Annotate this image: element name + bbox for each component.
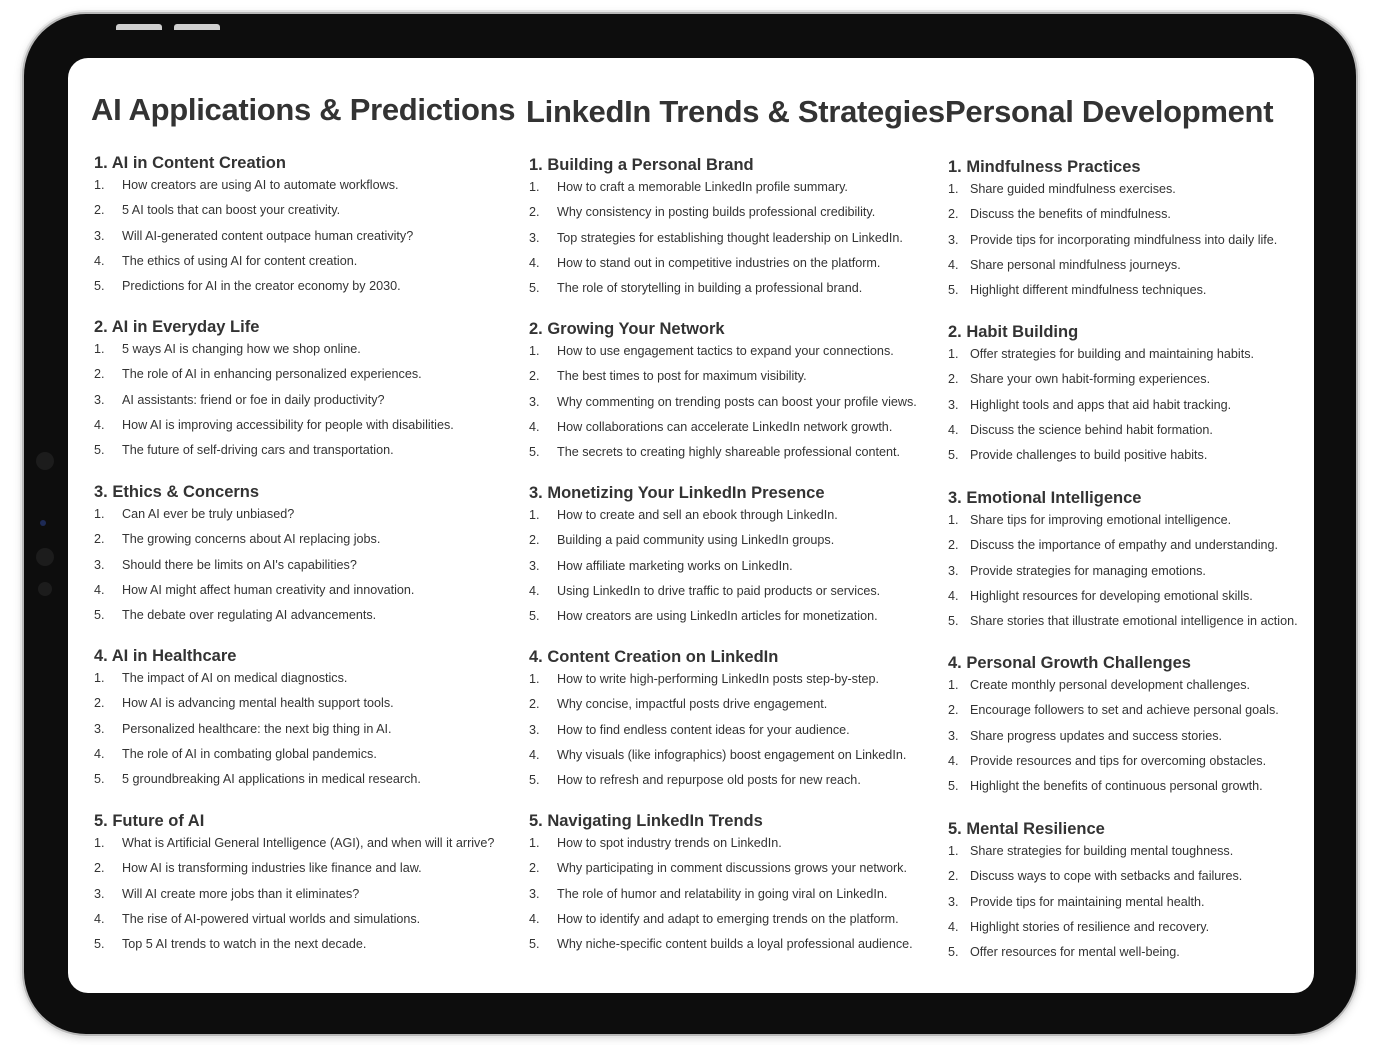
list-item bbox=[529, 339, 917, 364]
list-item bbox=[94, 932, 494, 957]
item-number: 2. bbox=[948, 869, 959, 884]
item-text: Top 5 AI trends to watch in the next decade. bbox=[122, 937, 367, 952]
item-text: AI assistants: friend or foe in daily productivity? bbox=[122, 392, 385, 407]
list-item bbox=[529, 692, 906, 717]
list-item bbox=[529, 276, 903, 301]
item-text: Building a paid community using LinkedIn groups. bbox=[557, 533, 835, 548]
item-text: Share stories that illustrate emotional intelligence in action. bbox=[970, 614, 1298, 629]
item-text: 5 AI tools that can boost your creativity. bbox=[122, 203, 341, 218]
item-number: 4. bbox=[529, 911, 540, 926]
list-item bbox=[94, 691, 421, 716]
item-number: 4. bbox=[94, 582, 105, 597]
item-list bbox=[529, 831, 913, 957]
item-list bbox=[529, 667, 906, 793]
section-heading: 2. Growing Your Network bbox=[529, 320, 725, 338]
item-number: 5. bbox=[529, 445, 540, 460]
list-item bbox=[948, 749, 1279, 774]
list-item bbox=[529, 718, 906, 743]
item-text: Highlight different mindfulness techniques. bbox=[970, 283, 1207, 298]
item-text: How creators are using LinkedIn articles for monetization. bbox=[557, 609, 878, 624]
list-item bbox=[529, 175, 903, 200]
item-number: 5. bbox=[94, 937, 105, 952]
item-number: 1. bbox=[948, 513, 959, 527]
item-number: 5. bbox=[948, 448, 959, 463]
item-list bbox=[948, 673, 1279, 799]
list-item bbox=[948, 253, 1277, 278]
list-item bbox=[948, 508, 1298, 533]
item-number: 2. bbox=[94, 532, 105, 547]
item-number: 1. bbox=[94, 342, 105, 356]
list-item bbox=[529, 579, 880, 604]
item-text: Discuss the importance of empathy and understanding. bbox=[970, 538, 1279, 553]
section bbox=[94, 154, 413, 299]
item-text: How to use engagement tactics to expand your connections. bbox=[557, 344, 894, 358]
item-number: 3. bbox=[94, 557, 105, 572]
item-text: Share your own habit-forming experiences. bbox=[970, 372, 1211, 387]
item-text: Why consistency in posting builds professional credibility. bbox=[557, 205, 876, 220]
section bbox=[948, 323, 1254, 468]
item-number: 1. bbox=[948, 347, 959, 361]
item-number: 3. bbox=[948, 894, 959, 909]
item-number: 1. bbox=[529, 836, 540, 850]
item-text: Provide tips for incorporating mindfulness into daily life. bbox=[970, 232, 1278, 247]
item-number: 5. bbox=[94, 772, 105, 787]
item-list bbox=[94, 831, 494, 957]
item-text: Personalized healthcare: the next big thing in AI. bbox=[122, 721, 392, 736]
item-number: 2. bbox=[94, 367, 105, 382]
section bbox=[529, 156, 903, 301]
list-item bbox=[94, 527, 414, 552]
item-number: 4. bbox=[94, 417, 105, 432]
item-text: How AI is transforming industries like finance and law. bbox=[122, 861, 422, 876]
section-heading: 4. AI in Healthcare bbox=[94, 647, 237, 665]
section-heading: 5. Mental Resilience bbox=[948, 820, 1105, 838]
item-text: The growing concerns about AI replacing jobs. bbox=[122, 532, 381, 547]
item-number: 3. bbox=[948, 563, 959, 578]
item-text: Share strategies for building mental toughness. bbox=[970, 844, 1234, 858]
list-item bbox=[529, 856, 913, 881]
item-number: 1. bbox=[529, 344, 540, 358]
list-item bbox=[94, 274, 413, 299]
item-text: The best times to post for maximum visibility. bbox=[557, 369, 807, 384]
list-item bbox=[94, 413, 454, 438]
item-number: 1. bbox=[948, 678, 959, 692]
item-text: Highlight tools and apps that aid habit tracking. bbox=[970, 397, 1232, 412]
item-number: 3. bbox=[94, 392, 105, 407]
item-text: How to write high-performing LinkedIn posts step-by-step. bbox=[557, 672, 879, 686]
list-item bbox=[94, 907, 494, 932]
document-page bbox=[68, 58, 1314, 993]
list-item bbox=[529, 251, 903, 276]
section-heading: 1. Mindfulness Practices bbox=[948, 158, 1141, 176]
item-text: How to craft a memorable LinkedIn profile summary. bbox=[557, 180, 848, 194]
item-number: 5. bbox=[529, 937, 540, 952]
section bbox=[948, 654, 1279, 799]
item-list bbox=[94, 666, 421, 792]
sensor-dot bbox=[36, 548, 54, 566]
list-item bbox=[948, 774, 1279, 799]
section bbox=[94, 647, 421, 792]
list-item bbox=[94, 831, 494, 856]
item-number: 3. bbox=[529, 394, 540, 409]
list-item bbox=[94, 578, 414, 603]
item-number: 2. bbox=[948, 207, 959, 222]
item-text: Why concise, impactful posts drive engagement. bbox=[557, 697, 828, 712]
item-number: 3. bbox=[948, 728, 959, 743]
item-text: The impact of AI on medical diagnostics. bbox=[122, 671, 348, 685]
list-item bbox=[948, 202, 1277, 227]
sensor-dot bbox=[36, 452, 54, 470]
item-text: Using LinkedIn to drive traffic to paid products or services. bbox=[557, 583, 881, 598]
item-number: 5. bbox=[948, 283, 959, 298]
item-number: 5. bbox=[529, 281, 540, 296]
list-item bbox=[94, 438, 454, 463]
item-text: Provide strategies for managing emotions. bbox=[970, 563, 1206, 578]
item-text: How AI is advancing mental health support tools. bbox=[122, 696, 394, 711]
list-item bbox=[948, 890, 1242, 915]
item-number: 1. bbox=[948, 844, 959, 858]
item-number: 1. bbox=[529, 508, 540, 522]
list-item bbox=[529, 882, 913, 907]
list-item bbox=[94, 502, 414, 527]
item-text: Provide tips for maintaining mental health. bbox=[970, 894, 1205, 909]
list-item bbox=[948, 698, 1279, 723]
item-number: 5. bbox=[529, 773, 540, 788]
section bbox=[529, 320, 917, 465]
list-item bbox=[948, 177, 1277, 202]
item-text: The role of AI in combating global pandemics. bbox=[122, 746, 377, 761]
list-item bbox=[94, 249, 413, 274]
item-number: 2. bbox=[94, 696, 105, 711]
item-text: Discuss the benefits of mindfulness. bbox=[970, 207, 1171, 222]
item-text: Create monthly personal development challenges. bbox=[970, 678, 1251, 692]
item-list bbox=[948, 342, 1254, 468]
item-list bbox=[94, 502, 414, 628]
list-item bbox=[529, 768, 906, 793]
item-text: How AI is improving accessibility for people with disabilities. bbox=[122, 417, 454, 432]
list-item bbox=[948, 228, 1277, 253]
list-item bbox=[94, 666, 421, 691]
item-text: Discuss the science behind habit formation. bbox=[970, 422, 1213, 437]
list-item bbox=[948, 673, 1279, 698]
item-text: Will AI create more jobs than it eliminates? bbox=[122, 886, 360, 901]
item-text: How to create and sell an ebook through LinkedIn. bbox=[557, 508, 838, 522]
list-item bbox=[948, 418, 1254, 443]
list-item bbox=[529, 364, 917, 389]
item-text: Offer resources for mental well-being. bbox=[970, 945, 1180, 960]
item-text: The role of AI in enhancing personalized experiences. bbox=[122, 367, 422, 382]
list-item bbox=[529, 907, 913, 932]
item-text: How to identify and adapt to emerging trends on the platform. bbox=[557, 911, 899, 926]
item-text: 5 groundbreaking AI applications in medical research. bbox=[122, 772, 421, 787]
item-text: Discuss ways to cope with setbacks and failures. bbox=[970, 869, 1243, 884]
item-list bbox=[94, 173, 413, 299]
item-text: How affiliate marketing works on LinkedIn. bbox=[557, 558, 793, 573]
power-button bbox=[174, 24, 220, 30]
section bbox=[94, 812, 494, 957]
item-number: 4. bbox=[948, 919, 959, 934]
list-item bbox=[529, 667, 906, 692]
item-text: Why participating in comment discussions grows your network. bbox=[557, 861, 907, 876]
column-title: LinkedIn Trends & Strategies bbox=[526, 94, 945, 129]
list-item bbox=[529, 743, 906, 768]
list-item bbox=[948, 609, 1298, 634]
section bbox=[948, 158, 1277, 303]
item-number: 2. bbox=[948, 538, 959, 553]
item-text: How to stand out in competitive industries on the platform. bbox=[557, 255, 881, 270]
item-number: 2. bbox=[529, 205, 540, 220]
section bbox=[94, 483, 414, 628]
list-item bbox=[94, 224, 413, 249]
section-heading: 3. Ethics & Concerns bbox=[94, 483, 260, 501]
list-item bbox=[948, 584, 1298, 609]
section-heading: 3. Emotional Intelligence bbox=[948, 489, 1142, 507]
item-text: Provide challenges to build positive habits. bbox=[970, 448, 1208, 463]
list-item bbox=[94, 767, 421, 792]
volume-button bbox=[116, 24, 162, 30]
list-item bbox=[529, 503, 880, 528]
item-text: Share guided mindfulness exercises. bbox=[970, 182, 1176, 196]
item-text: Predictions for AI in the creator economy by 2030. bbox=[122, 279, 401, 294]
item-number: 4. bbox=[948, 257, 959, 272]
list-item bbox=[529, 200, 903, 225]
list-item bbox=[948, 864, 1242, 889]
item-text: Share progress updates and success stories. bbox=[970, 728, 1223, 743]
item-list bbox=[948, 177, 1277, 303]
section-heading: 4. Content Creation on LinkedIn bbox=[529, 648, 779, 666]
item-text: Encourage followers to set and achieve personal goals. bbox=[970, 703, 1279, 718]
section-heading: 1. Building a Personal Brand bbox=[529, 156, 754, 174]
item-number: 4. bbox=[94, 253, 105, 268]
item-number: 1. bbox=[948, 182, 959, 196]
item-text: How creators are using AI to automate workflows. bbox=[122, 178, 399, 192]
list-item bbox=[529, 554, 880, 579]
item-text: Share personal mindfulness journeys. bbox=[970, 257, 1181, 272]
list-item bbox=[94, 173, 413, 198]
item-text: The future of self-driving cars and transportation. bbox=[122, 443, 394, 458]
list-item bbox=[948, 533, 1298, 558]
item-number: 3. bbox=[529, 886, 540, 901]
list-item bbox=[948, 940, 1242, 965]
item-number: 4. bbox=[94, 911, 105, 926]
item-number: 1. bbox=[529, 672, 540, 686]
section bbox=[529, 812, 913, 957]
item-number: 2. bbox=[948, 703, 959, 718]
item-list bbox=[94, 337, 454, 463]
item-number: 4. bbox=[529, 747, 540, 762]
item-number: 5. bbox=[529, 609, 540, 624]
item-text: The role of storytelling in building a professional brand. bbox=[557, 281, 863, 296]
list-item bbox=[529, 440, 917, 465]
item-number: 5. bbox=[94, 443, 105, 458]
item-number: 3. bbox=[94, 886, 105, 901]
item-text: The secrets to creating highly shareable professional content. bbox=[557, 445, 901, 460]
item-number: 4. bbox=[529, 583, 540, 598]
list-item bbox=[529, 226, 903, 251]
item-number: 1. bbox=[529, 180, 540, 194]
item-list bbox=[529, 175, 903, 301]
item-number: 1. bbox=[94, 671, 105, 685]
item-number: 3. bbox=[948, 397, 959, 412]
item-list bbox=[948, 839, 1242, 965]
list-item bbox=[529, 390, 917, 415]
section-heading: 5. Future of AI bbox=[94, 812, 205, 830]
item-text: Why niche-specific content builds a loyal professional audience. bbox=[557, 937, 913, 952]
list-item bbox=[948, 915, 1242, 940]
list-item bbox=[94, 603, 414, 628]
list-item bbox=[529, 604, 880, 629]
item-text: Highlight stories of resilience and recovery. bbox=[970, 919, 1210, 934]
item-text: Offer strategies for building and maintaining habits. bbox=[970, 347, 1254, 361]
list-item bbox=[948, 839, 1242, 864]
list-item bbox=[94, 362, 454, 387]
item-number: 4. bbox=[948, 422, 959, 437]
item-number: 5. bbox=[948, 779, 959, 794]
item-list bbox=[529, 503, 880, 629]
list-item bbox=[529, 415, 917, 440]
item-number: 4. bbox=[529, 419, 540, 434]
item-number: 4. bbox=[529, 255, 540, 270]
list-item bbox=[529, 932, 913, 957]
column-title: AI Applications & Predictions bbox=[91, 92, 516, 127]
section bbox=[94, 318, 454, 463]
item-text: The rise of AI-powered virtual worlds and simulations. bbox=[122, 911, 421, 926]
item-number: 4. bbox=[948, 753, 959, 768]
section bbox=[948, 820, 1242, 965]
item-text: How collaborations can accelerate LinkedIn network growth. bbox=[557, 419, 893, 434]
item-text: Top strategies for establishing thought leadership on LinkedIn. bbox=[557, 230, 903, 245]
camera-icon bbox=[40, 520, 46, 526]
item-number: 3. bbox=[529, 230, 540, 245]
item-text: What is Artificial General Intelligence (AGI), and when will it arrive? bbox=[122, 836, 495, 850]
list-item bbox=[94, 388, 454, 413]
item-number: 1. bbox=[94, 836, 105, 850]
list-item bbox=[948, 443, 1254, 468]
section-heading: 1. AI in Content Creation bbox=[94, 154, 286, 172]
section-heading: 3. Monetizing Your LinkedIn Presence bbox=[529, 484, 825, 502]
item-text: 5 ways AI is changing how we shop online. bbox=[122, 342, 361, 356]
list-item bbox=[948, 367, 1254, 392]
section bbox=[529, 484, 880, 629]
list-item bbox=[529, 528, 880, 553]
item-number: 2. bbox=[94, 861, 105, 876]
item-text: How to refresh and repurpose old posts for new reach. bbox=[557, 773, 861, 788]
item-number: 2. bbox=[94, 203, 105, 218]
item-number: 2. bbox=[529, 697, 540, 712]
item-text: Provide resources and tips for overcoming obstacles. bbox=[970, 753, 1267, 768]
list-item bbox=[948, 559, 1298, 584]
item-text: Share tips for improving emotional intelligence. bbox=[970, 513, 1232, 527]
list-item bbox=[948, 342, 1254, 367]
item-number: 2. bbox=[529, 369, 540, 384]
list-item bbox=[94, 198, 413, 223]
item-text: Should there be limits on AI's capabilities? bbox=[122, 557, 357, 572]
item-number: 3. bbox=[529, 722, 540, 737]
item-number: 2. bbox=[948, 372, 959, 387]
item-text: Highlight resources for developing emotional skills. bbox=[970, 588, 1253, 603]
item-number: 1. bbox=[94, 507, 105, 521]
item-text: The role of humor and relatability in going viral on LinkedIn. bbox=[557, 886, 888, 901]
list-item bbox=[94, 717, 421, 742]
item-number: 3. bbox=[94, 228, 105, 243]
item-text: Will AI-generated content outpace human creativity? bbox=[122, 228, 414, 243]
list-item bbox=[94, 882, 494, 907]
item-text: The ethics of using AI for content creation. bbox=[122, 253, 358, 268]
item-number: 5. bbox=[948, 945, 959, 960]
sensor-dot bbox=[38, 582, 52, 596]
item-text: The debate over regulating AI advancements. bbox=[122, 608, 377, 623]
item-text: Highlight the benefits of continuous personal growth. bbox=[970, 779, 1263, 794]
item-number: 2. bbox=[529, 861, 540, 876]
list-item bbox=[94, 742, 421, 767]
item-text: How to find endless content ideas for your audience. bbox=[557, 722, 850, 737]
section-heading: 4. Personal Growth Challenges bbox=[948, 654, 1191, 672]
list-item bbox=[94, 553, 414, 578]
list-item bbox=[529, 831, 913, 856]
section bbox=[948, 489, 1298, 634]
item-number: 2. bbox=[529, 533, 540, 548]
item-number: 3. bbox=[94, 721, 105, 736]
section bbox=[529, 648, 906, 793]
list-item bbox=[94, 337, 454, 362]
section-heading: 2. AI in Everyday Life bbox=[94, 318, 260, 336]
item-number: 3. bbox=[529, 558, 540, 573]
item-number: 5. bbox=[94, 279, 105, 294]
item-text: Why commenting on trending posts can boost your profile views. bbox=[557, 394, 917, 409]
list-item bbox=[94, 856, 494, 881]
item-number: 4. bbox=[94, 746, 105, 761]
list-item bbox=[948, 393, 1254, 418]
item-number: 1. bbox=[94, 178, 105, 192]
item-text: How to spot industry trends on LinkedIn. bbox=[557, 836, 782, 850]
item-list bbox=[948, 508, 1298, 634]
item-number: 5. bbox=[94, 608, 105, 623]
item-number: 3. bbox=[948, 232, 959, 247]
column-title: Personal Development bbox=[945, 94, 1274, 129]
item-text: How AI might affect human creativity and innovation. bbox=[122, 582, 415, 597]
list-item bbox=[948, 724, 1279, 749]
section-heading: 2. Habit Building bbox=[948, 323, 1079, 341]
item-number: 4. bbox=[948, 588, 959, 603]
section-heading: 5. Navigating LinkedIn Trends bbox=[529, 812, 763, 830]
item-text: Why visuals (like infographics) boost engagement on LinkedIn. bbox=[557, 747, 907, 762]
item-text: Can AI ever be truly unbiased? bbox=[122, 507, 295, 521]
list-item bbox=[948, 278, 1277, 303]
item-list bbox=[529, 339, 917, 465]
item-number: 5. bbox=[948, 614, 959, 629]
